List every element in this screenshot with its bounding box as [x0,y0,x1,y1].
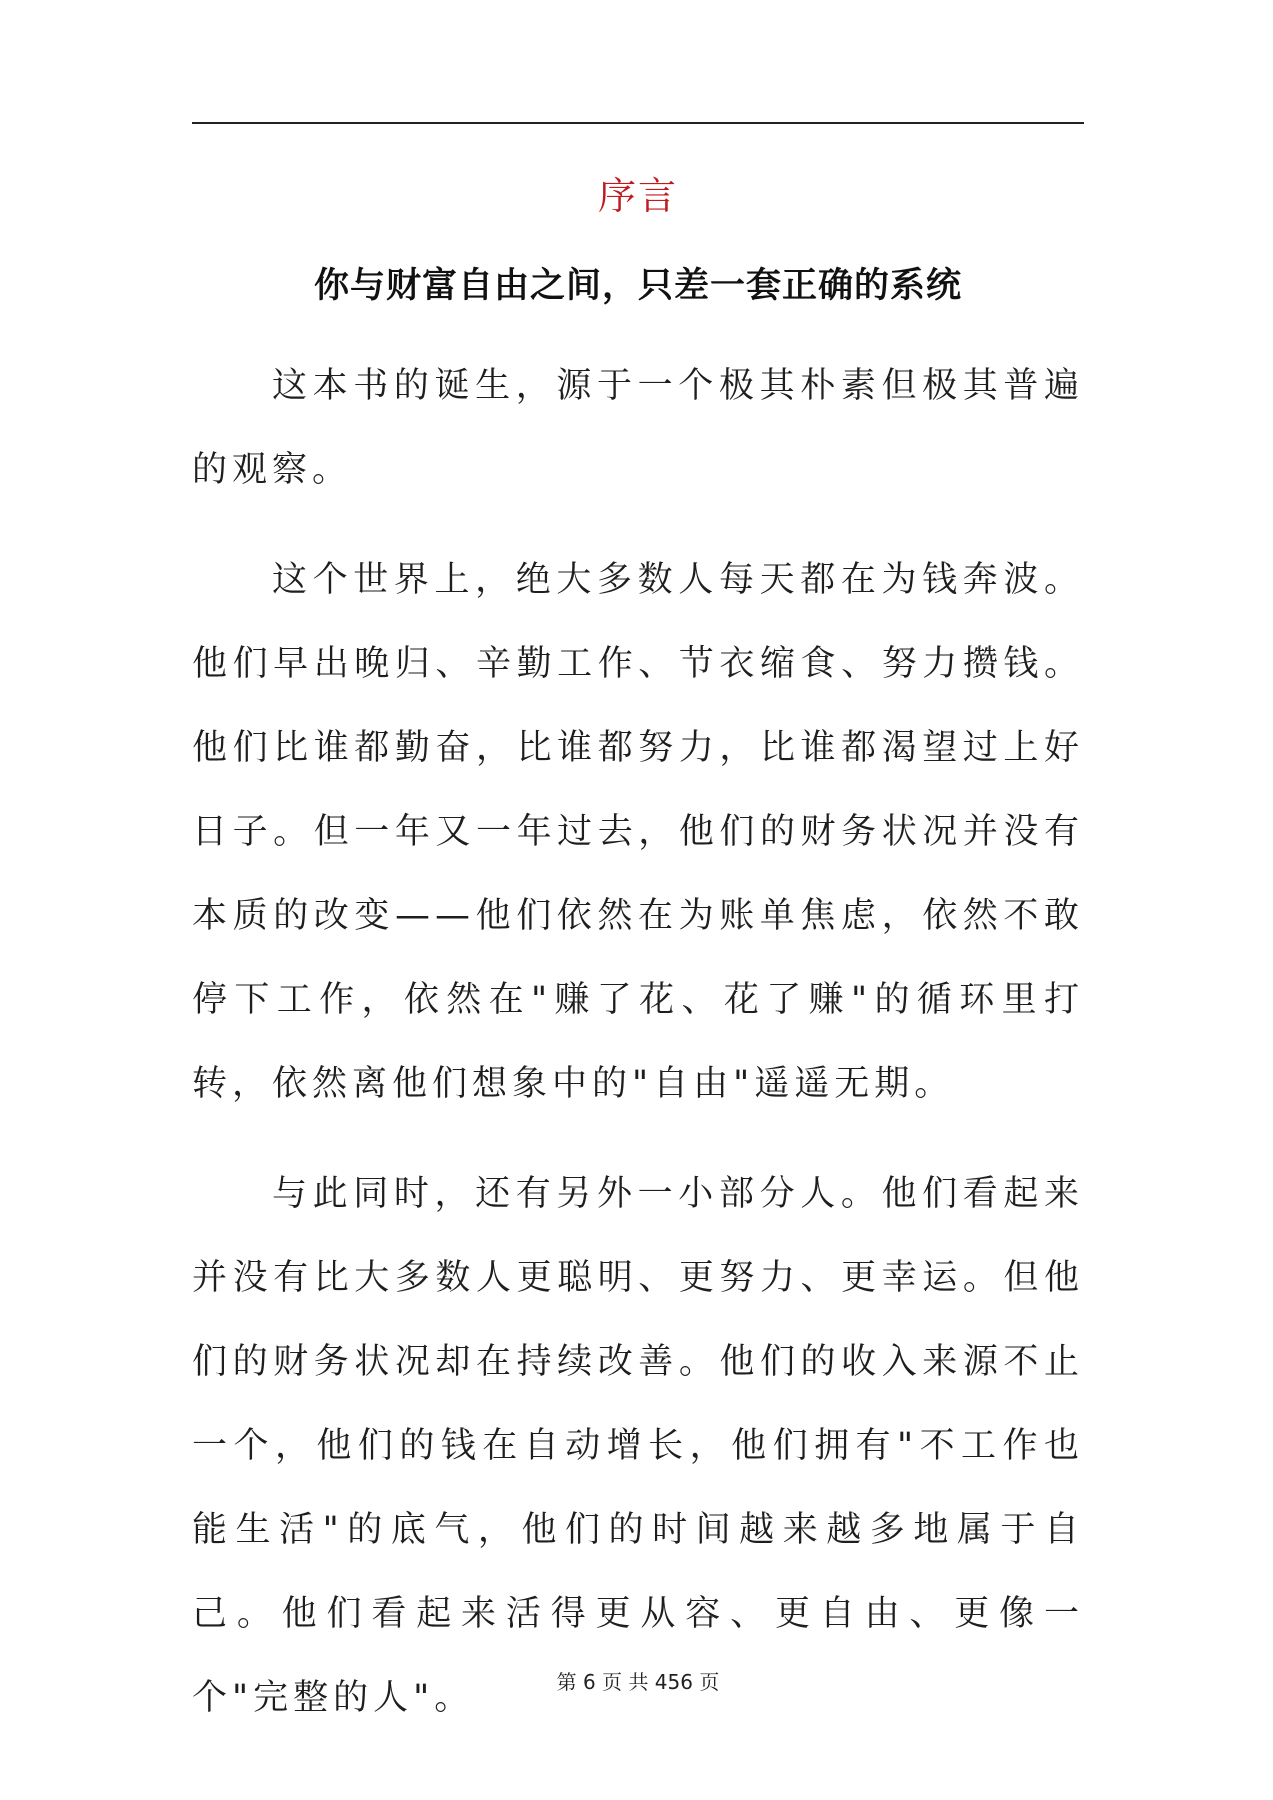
chapter-subtitle: 你与财富自由之间，只差一套正确的系统 [313,266,962,306]
paragraph: 这本书的诞生，源于一个极其朴素但极其普遍的观察。 [192,366,1084,490]
header-rule [192,122,1084,124]
chapter-title: 序言 [597,174,678,218]
page-number: 第 6 页 共 456 页 [556,1670,720,1694]
paragraph: 与此同时，还有另外一小部分人。他们看起来并没有比大多数人更聪明、更努力、更幸运。但他们的财务状况却在持续改善。他们的收入来源不止一个，他们的钱在自动增长，他们拥有"不工作也能生活"的底气，他们的时间越来越多地属于自己。他们看起来活得更从容、更自由、更像一个"完整的人"。 [192,1174,1084,1718]
paragraph: 这个世界上，绝大多数人每天都在为钱奔波。他们早出晚归、辛勤工作、节衣缩食、努力攒钱。他们比谁都勤奋，比谁都努力，比谁都渴望过上好日子。但一年又一年过去，他们的财务状况并没有本质的改变——他们依然在为账单焦虑，依然不敢停下工作，依然在"赚了花、花了赚"的循环里打转，依然离他们想象中的"自由"遥遥无期。 [192,560,1084,1104]
body-text [192,344,1084,1766]
